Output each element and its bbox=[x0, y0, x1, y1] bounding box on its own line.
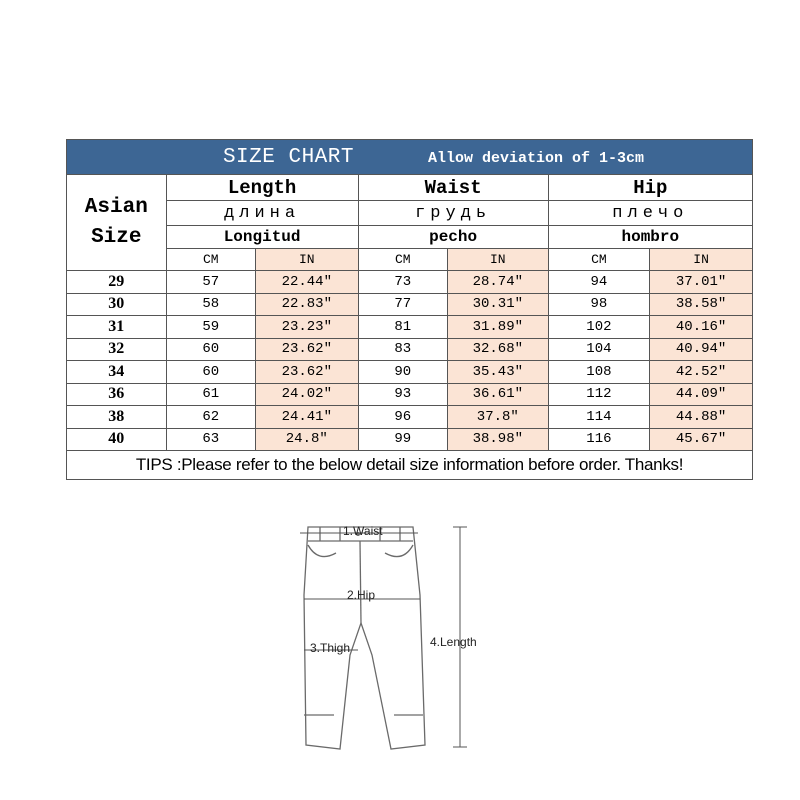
length-cm-cell: 60 bbox=[166, 338, 255, 361]
waist-in-cell: 38.98″ bbox=[448, 428, 549, 451]
hip-in-cell: 44.09″ bbox=[650, 383, 753, 406]
hip-cm-cell: 116 bbox=[548, 428, 650, 451]
hip-cm-cell: 104 bbox=[548, 338, 650, 361]
tips-row bbox=[67, 451, 753, 480]
size-cell: 32 bbox=[67, 338, 167, 361]
pants-measurement-diagram bbox=[270, 505, 500, 785]
length-in-cell: 24.41″ bbox=[255, 406, 358, 429]
size-cell: 36 bbox=[67, 383, 167, 406]
waist-in-cell: 30.31″ bbox=[448, 293, 549, 316]
table-row bbox=[67, 271, 753, 294]
waist-cm-cell: 77 bbox=[358, 293, 447, 316]
length-cm-cell: 60 bbox=[166, 361, 255, 384]
size-cell: 30 bbox=[67, 293, 167, 316]
waist-label: 1.Waist bbox=[343, 524, 383, 538]
unit-in: IN bbox=[255, 249, 358, 271]
table-row bbox=[67, 293, 753, 316]
pants-outline bbox=[304, 527, 425, 749]
size-cell: 40 bbox=[67, 428, 167, 451]
unit-cm: CM bbox=[166, 249, 255, 271]
waist-cm-cell: 81 bbox=[358, 316, 447, 339]
length-cm-cell: 63 bbox=[166, 428, 255, 451]
hip-label: 2.Hip bbox=[347, 588, 376, 602]
waist-cm-cell: 83 bbox=[358, 338, 447, 361]
waist-in-cell: 31.89″ bbox=[448, 316, 549, 339]
size-cell: 38 bbox=[67, 406, 167, 429]
waist-cm-cell: 96 bbox=[358, 406, 447, 429]
hip-in-cell: 40.16″ bbox=[650, 316, 753, 339]
hip-cm-cell: 112 bbox=[548, 383, 650, 406]
waist-header-es: pecho bbox=[358, 226, 548, 249]
size-chart-title: SIZE CHART bbox=[222, 145, 354, 169]
hip-in-cell: 45.67″ bbox=[650, 428, 753, 451]
waist-header-en: Waist bbox=[358, 175, 548, 201]
hip-header-en: Hip bbox=[548, 175, 752, 201]
hip-cm-cell: 114 bbox=[548, 406, 650, 429]
length-in-cell: 24.8″ bbox=[255, 428, 358, 451]
unit-cm: CM bbox=[548, 249, 650, 271]
length-in-cell: 23.62″ bbox=[255, 338, 358, 361]
asian-size-header: Asian Size bbox=[67, 175, 167, 271]
waist-in-cell: 37.8″ bbox=[448, 406, 549, 429]
waist-in-cell: 32.68″ bbox=[448, 338, 549, 361]
length-cm-cell: 59 bbox=[166, 316, 255, 339]
size-chart-table bbox=[66, 139, 753, 480]
hip-header-ru: плечо bbox=[548, 201, 752, 226]
hip-cm-cell: 108 bbox=[548, 361, 650, 384]
table-row bbox=[67, 361, 753, 384]
waist-cm-cell: 99 bbox=[358, 428, 447, 451]
hip-cm-cell: 98 bbox=[548, 293, 650, 316]
waist-in-cell: 35.43″ bbox=[448, 361, 549, 384]
waist-in-cell: 28.74″ bbox=[448, 271, 549, 294]
length-cm-cell: 58 bbox=[166, 293, 255, 316]
waist-cm-cell: 93 bbox=[358, 383, 447, 406]
waist-in-cell: 36.61″ bbox=[448, 383, 549, 406]
length-cm-cell: 61 bbox=[166, 383, 255, 406]
unit-in: IN bbox=[448, 249, 549, 271]
hip-header-es: hombro bbox=[548, 226, 752, 249]
hip-in-cell: 44.88″ bbox=[650, 406, 753, 429]
hip-cm-cell: 102 bbox=[548, 316, 650, 339]
length-in-cell: 22.83″ bbox=[255, 293, 358, 316]
hip-in-cell: 42.52″ bbox=[650, 361, 753, 384]
hip-in-cell: 40.94″ bbox=[650, 338, 753, 361]
size-cell: 29 bbox=[67, 271, 167, 294]
unit-cm: CM bbox=[358, 249, 447, 271]
unit-row bbox=[67, 249, 753, 271]
table-row bbox=[67, 406, 753, 429]
thigh-label: 3.Thigh bbox=[310, 641, 351, 655]
table-row bbox=[67, 316, 753, 339]
size-cell: 31 bbox=[67, 316, 167, 339]
length-in-cell: 24.02″ bbox=[255, 383, 358, 406]
waist-cm-cell: 90 bbox=[358, 361, 447, 384]
waist-header-ru: грудь bbox=[358, 201, 548, 226]
hip-cm-cell: 94 bbox=[548, 271, 650, 294]
length-header-es: Longitud bbox=[166, 226, 358, 249]
size-cell: 34 bbox=[67, 361, 167, 384]
length-in-cell: 23.23″ bbox=[255, 316, 358, 339]
hip-in-cell: 37.01″ bbox=[650, 271, 753, 294]
table-row bbox=[67, 383, 753, 406]
length-in-cell: 22.44″ bbox=[255, 271, 358, 294]
length-header-ru: длина bbox=[166, 201, 358, 226]
tips-text: TIPS :Please refer to the below detail size information before order. Thanks! bbox=[67, 451, 753, 480]
length-cm-cell: 57 bbox=[166, 271, 255, 294]
waist-cm-cell: 73 bbox=[358, 271, 447, 294]
size-chart-header bbox=[67, 140, 753, 175]
length-label: 4.Length bbox=[430, 635, 477, 649]
hip-in-cell: 38.58″ bbox=[650, 293, 753, 316]
length-header-en: Length bbox=[166, 175, 358, 201]
table-row bbox=[67, 428, 753, 451]
deviation-note: Allow deviation of 1-3cm bbox=[427, 149, 645, 167]
unit-in: IN bbox=[650, 249, 753, 271]
table-row bbox=[67, 338, 753, 361]
length-cm-cell: 62 bbox=[166, 406, 255, 429]
length-in-cell: 23.62″ bbox=[255, 361, 358, 384]
